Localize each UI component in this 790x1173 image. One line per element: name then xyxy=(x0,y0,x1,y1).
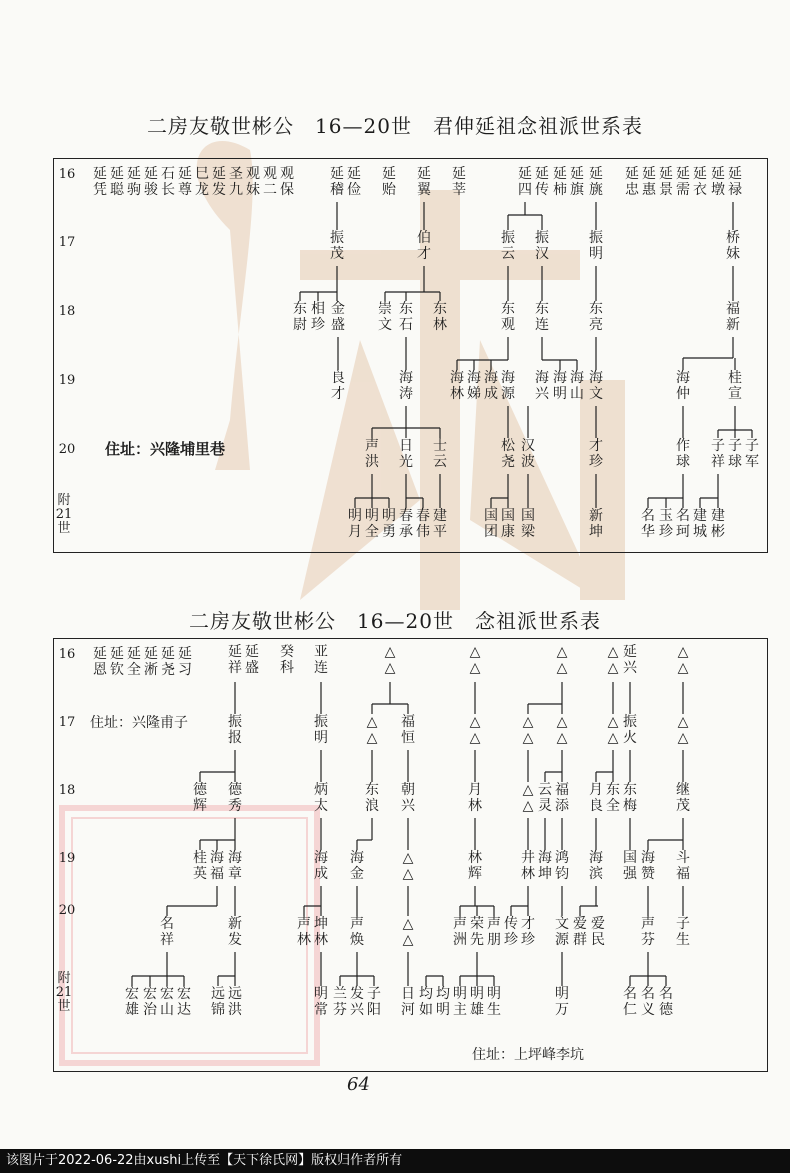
person-node: 传珍 xyxy=(504,916,518,948)
person-node: 德辉 xyxy=(193,782,207,814)
person-node: 桥妹 xyxy=(726,230,740,262)
person-node: 声洪 xyxy=(365,438,379,470)
page-number: 64 xyxy=(347,1074,370,1095)
person-node: 东梅 xyxy=(623,782,637,814)
person-node: △△ xyxy=(556,644,568,676)
person-node: 东连 xyxy=(535,301,549,333)
person-node: 振报 xyxy=(228,714,242,746)
gen16-person: 观保 xyxy=(280,166,294,198)
person-node: 振云 xyxy=(501,230,515,262)
gen16-person: 延传 xyxy=(535,166,549,198)
person-node: 国康 xyxy=(501,508,515,540)
person-node: 宏山 xyxy=(160,986,174,1018)
person-node: 兰芬 xyxy=(333,986,347,1018)
person-node: 海山 xyxy=(570,370,584,402)
t2-address-bottom: 住址：上坪峰李坑 xyxy=(472,1047,584,1063)
gen16-person: 石长 xyxy=(161,166,175,198)
person-node: 子球 xyxy=(728,438,742,470)
person-node: 东石 xyxy=(399,301,413,333)
person-node: 松尧 xyxy=(501,438,515,470)
person-node: 海福 xyxy=(210,850,224,882)
t1-address: 住址：兴隆埔里巷 xyxy=(105,440,226,458)
gen16-person: 延需 xyxy=(676,166,690,198)
person-node: 日光 xyxy=(399,438,413,470)
gen16-person: 延稽 xyxy=(330,166,344,198)
t2-gen-16: 16 xyxy=(58,647,76,662)
t1-gen-17: 17 xyxy=(58,235,76,250)
gen16-person: 延四 xyxy=(518,166,532,198)
person-node: 海滨 xyxy=(589,850,603,882)
gen16-person: 圣九 xyxy=(229,166,243,198)
t2-gen-17: 17 xyxy=(58,715,76,730)
person-node: 爱民 xyxy=(591,916,605,948)
t2-gen-21: 附21世 xyxy=(55,971,73,1014)
person-node: 明生 xyxy=(487,986,501,1018)
person-node: 海仲 xyxy=(676,370,690,402)
person-node: 声焕 xyxy=(350,916,364,948)
gen16-person: 延恩 xyxy=(93,646,107,678)
person-node: 文源 xyxy=(555,916,569,948)
person-node: 继茂 xyxy=(676,782,690,814)
person-node: 国团 xyxy=(484,508,498,540)
table2-title: 二房友敬世彬公 16—20世 念祖派世系表 xyxy=(189,609,601,633)
person-node: 远洪 xyxy=(228,986,242,1018)
person-node: △△ xyxy=(469,644,481,676)
person-node: 才珍 xyxy=(521,916,535,948)
person-node: 明主 xyxy=(453,986,467,1018)
person-node: 延祥 xyxy=(228,644,242,676)
person-node: 子生 xyxy=(676,916,690,948)
person-node: △△ xyxy=(607,644,619,676)
person-node: 宏治 xyxy=(143,986,157,1018)
person-node: 炳太 xyxy=(314,782,328,814)
person-node: 声洲 xyxy=(453,916,467,948)
person-node: 海赞 xyxy=(641,850,655,882)
person-node: 子军 xyxy=(745,438,759,470)
person-node: 新发 xyxy=(228,916,242,948)
person-node: 亚连 xyxy=(314,644,328,676)
gen16-person: 延旐 xyxy=(589,166,603,198)
person-node: 名义 xyxy=(641,986,655,1018)
person-node: 子祥 xyxy=(711,438,725,470)
person-node: 才珍 xyxy=(589,438,603,470)
person-node: △△ xyxy=(384,644,396,676)
person-node: △△ xyxy=(677,644,689,676)
gen16-person: 延景 xyxy=(659,166,673,198)
person-node: 声芬 xyxy=(641,916,655,948)
person-node: 癸科 xyxy=(280,644,294,676)
person-node: 明勇 xyxy=(382,508,396,540)
person-node: 月良 xyxy=(589,782,603,814)
person-node: 东观 xyxy=(501,301,515,333)
person-node: 海涛 xyxy=(399,370,413,402)
t1-gen-18: 18 xyxy=(58,304,76,319)
person-node: 春伟 xyxy=(416,508,430,540)
person-node: 月林 xyxy=(468,782,482,814)
gen16-person: 延习 xyxy=(178,646,192,678)
t1-gen-20: 20 xyxy=(58,442,76,457)
gen16-person: 延禄 xyxy=(728,166,742,198)
gen16-person: 延钦 xyxy=(110,646,124,678)
person-node: 名珂 xyxy=(676,508,690,540)
gen16-person: 延发 xyxy=(212,166,226,198)
t1-gen-19: 19 xyxy=(58,373,76,388)
person-node: 延兴 xyxy=(623,644,637,676)
t1-gen-16: 16 xyxy=(58,167,76,182)
gen16-person: 观妹 xyxy=(246,166,260,198)
person-node: 德秀 xyxy=(228,782,242,814)
person-node: 东林 xyxy=(433,301,447,333)
gen16-person: 观二 xyxy=(263,166,277,198)
person-node: 延盛 xyxy=(245,644,259,676)
person-node: 福新 xyxy=(726,301,740,333)
person-node: 振茂 xyxy=(330,230,344,262)
person-node: 建彬 xyxy=(711,508,725,540)
person-node: 伯才 xyxy=(417,230,431,262)
person-node: 海娣 xyxy=(467,370,481,402)
person-node: 明万 xyxy=(555,986,569,1018)
person-node: 宏雄 xyxy=(125,986,139,1018)
person-node: △△ xyxy=(469,714,481,746)
person-node: 良才 xyxy=(331,370,345,402)
person-node: 名华 xyxy=(641,508,655,540)
gen16-person: 延衣 xyxy=(693,166,707,198)
gen16-person: 延凭 xyxy=(93,166,107,198)
person-node: 振火 xyxy=(623,714,637,746)
person-node: 林辉 xyxy=(468,850,482,882)
person-node: 明月 xyxy=(348,508,362,540)
person-node: △△ xyxy=(522,714,534,746)
person-node: 作球 xyxy=(676,438,690,470)
person-node: 宏达 xyxy=(177,986,191,1018)
person-node: 汉波 xyxy=(521,438,535,470)
person-node: 春承 xyxy=(399,508,413,540)
person-node: 崇文 xyxy=(378,301,392,333)
person-node: △△ xyxy=(366,714,378,746)
person-node: 海明 xyxy=(553,370,567,402)
gen16-person: 延聪 xyxy=(110,166,124,198)
person-node: △△ xyxy=(607,714,619,746)
gen16-person: 延尧 xyxy=(161,646,175,678)
gen16-person: 延骏 xyxy=(144,166,158,198)
person-node: 爱群 xyxy=(573,916,587,948)
person-node: 远锦 xyxy=(211,986,225,1018)
person-node: 名仁 xyxy=(623,986,637,1018)
gen16-person: 延俭 xyxy=(347,166,361,198)
person-node: 名德 xyxy=(659,986,673,1018)
person-node: 振明 xyxy=(314,714,328,746)
t2-gen-18: 18 xyxy=(58,783,76,798)
gen16-person: 延忠 xyxy=(625,166,639,198)
person-node: 福添 xyxy=(555,782,569,814)
person-node: 朝兴 xyxy=(401,782,415,814)
gen16-person: 巳龙 xyxy=(195,166,209,198)
person-node: △△ xyxy=(556,714,568,746)
person-node: 明常 xyxy=(314,986,328,1018)
person-node: 建平 xyxy=(433,508,447,540)
person-node: 子阳 xyxy=(367,986,381,1018)
person-node: 声林 xyxy=(297,916,311,948)
person-node: △△ xyxy=(522,782,534,814)
t2-gen-20: 20 xyxy=(58,903,76,918)
table1-title: 二房友敬世彬公 16—20世 君伸延祖念祖派世系表 xyxy=(147,114,643,138)
person-node: 东浪 xyxy=(365,782,379,814)
gen16-person: 延尊 xyxy=(178,166,192,198)
person-node: 鸿钧 xyxy=(555,850,569,882)
gen16-person: 延贻 xyxy=(382,166,396,198)
person-node: 明雄 xyxy=(470,986,484,1018)
person-node: 海文 xyxy=(589,370,603,402)
person-node: 均如 xyxy=(419,986,433,1018)
person-node: 海林 xyxy=(450,370,464,402)
person-node: 声朋 xyxy=(487,916,501,948)
person-node: 相珍 xyxy=(311,301,325,333)
t2-address-top: 住址：兴隆甫子 xyxy=(90,715,188,731)
person-node: 海坤 xyxy=(538,850,552,882)
gen16-person: 延淅 xyxy=(144,646,158,678)
person-node: 金盛 xyxy=(331,301,345,333)
person-node: 国梁 xyxy=(521,508,535,540)
person-node: △△ xyxy=(677,714,689,746)
person-node: 国强 xyxy=(623,850,637,882)
person-node: 井林 xyxy=(521,850,535,882)
gen16-person: 延旗 xyxy=(570,166,584,198)
person-node: 海章 xyxy=(228,850,242,882)
person-node: 海成 xyxy=(314,850,328,882)
person-node: 发兴 xyxy=(350,986,364,1018)
gen16-person: 延全 xyxy=(127,646,141,678)
person-node: 均明 xyxy=(436,986,450,1018)
person-node: 士云 xyxy=(433,438,447,470)
person-node: 福恒 xyxy=(401,714,415,746)
person-node: 名祥 xyxy=(160,916,174,948)
person-node: 海成 xyxy=(484,370,498,402)
t2-gen-19: 19 xyxy=(58,851,76,866)
person-node: 新坤 xyxy=(589,508,603,540)
person-node: △△ xyxy=(402,850,414,882)
gen16-person: 延墩 xyxy=(711,166,725,198)
person-node: 振汉 xyxy=(535,230,549,262)
person-node: 玉珍 xyxy=(659,508,673,540)
person-node: 桂宣 xyxy=(728,370,742,402)
gen16-person: 延柿 xyxy=(553,166,567,198)
gen16-person: 延翼 xyxy=(417,166,431,198)
gen16-person: 延惠 xyxy=(642,166,656,198)
person-node: 东亮 xyxy=(589,301,603,333)
person-node: 海金 xyxy=(350,850,364,882)
person-node: 云灵 xyxy=(538,782,552,814)
footer-copyright: 该图片于2022-06-22由xushi上传至【天下徐氏网】版权归作者所有 xyxy=(0,1149,790,1173)
gen16-person: 延驹 xyxy=(127,166,141,198)
person-node: 日河 xyxy=(401,986,415,1018)
person-node: 明全 xyxy=(365,508,379,540)
person-node: 振明 xyxy=(589,230,603,262)
person-node: 荣先 xyxy=(470,916,484,948)
person-node: 东全 xyxy=(606,782,620,814)
person-node: 东尉 xyxy=(293,301,307,333)
gen16-person: 延莘 xyxy=(452,166,466,198)
t1-gen-21: 附21世 xyxy=(55,493,73,536)
person-node: 建城 xyxy=(693,508,707,540)
person-node: 海源 xyxy=(501,370,515,402)
person-node: 斗福 xyxy=(676,850,690,882)
person-node: 桂英 xyxy=(193,850,207,882)
person-node: 海兴 xyxy=(535,370,549,402)
person-node: △△ xyxy=(402,916,414,948)
person-node: 坤林 xyxy=(314,916,328,948)
